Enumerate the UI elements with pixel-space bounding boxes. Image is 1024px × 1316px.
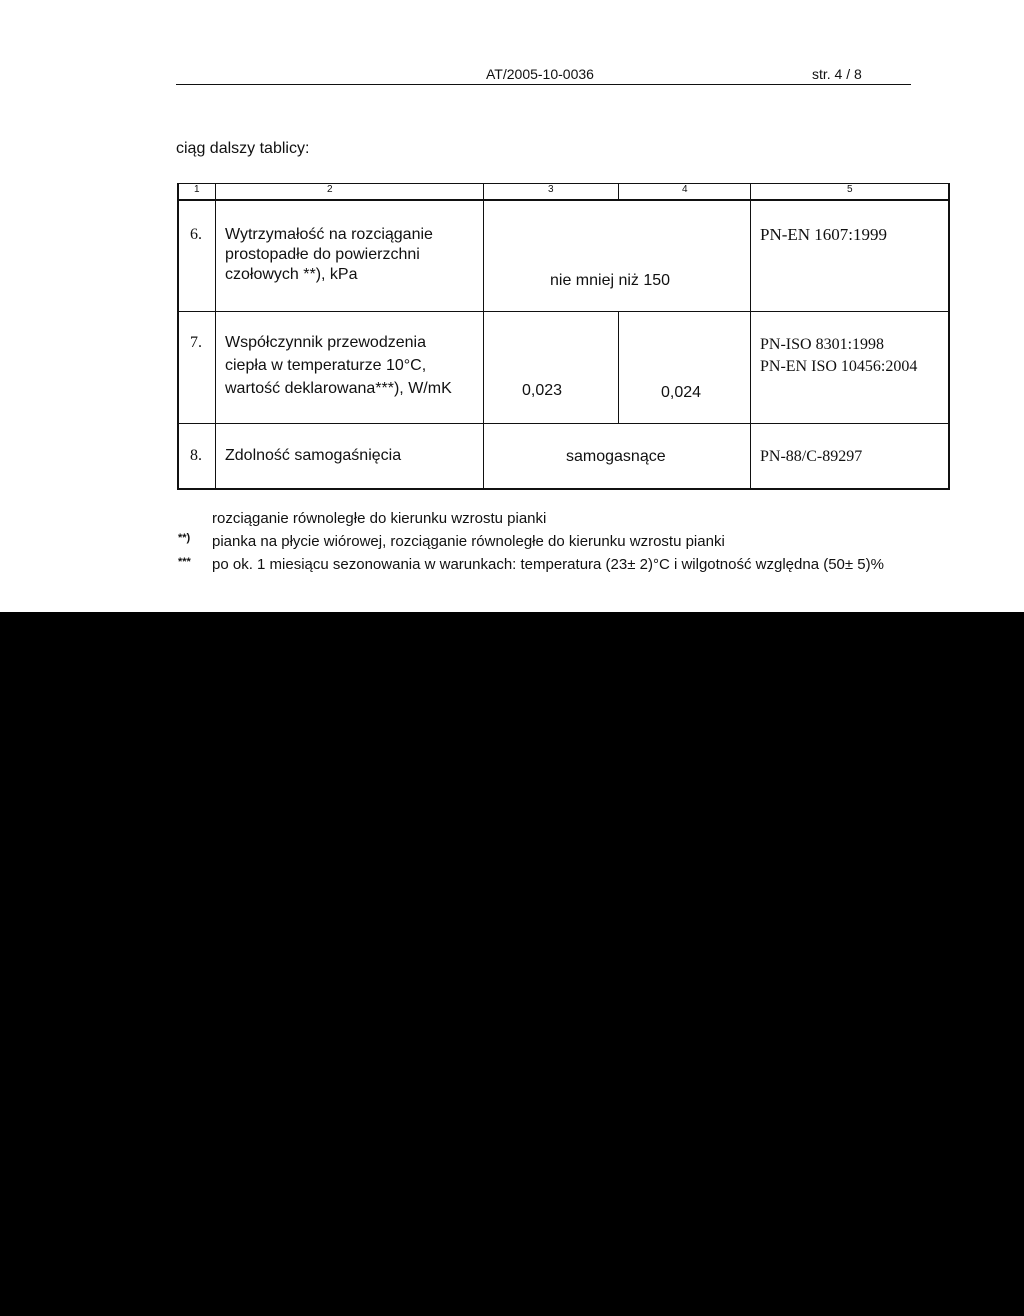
table-border-top: [177, 183, 950, 184]
row-6-property-line-2: prostopadłe do powierzchni: [225, 246, 420, 263]
properties-table: [177, 183, 950, 489]
row-6-requirement: nie mniej niż 150: [550, 272, 671, 289]
row-8-requirement: samogasnące: [566, 448, 666, 465]
table-border-right: [948, 183, 950, 490]
row-6-property-line-1: Wytrzymałość na rozciąganie: [225, 226, 433, 243]
col-number-1: 1: [194, 184, 200, 195]
col-number-4: 4: [682, 184, 688, 195]
row-8-property: Zdolność samogaśnięcia: [225, 447, 402, 464]
col-divider-4: [750, 183, 751, 490]
row-7-standard-line-2: PN-EN ISO 10456:2004: [760, 358, 918, 375]
footnote-3-text: po ok. 1 miesiącu sezonowania w warunkach: temperatura (23± 2)°C i wilgotność względna (50± 5)%: [212, 556, 884, 573]
row-8-standard: PN-88/C-89297: [760, 448, 863, 465]
row-separator-2: [177, 423, 950, 424]
row-6-number: 6.: [190, 226, 202, 243]
footnote-2-mark: **): [178, 532, 191, 544]
row-6-property-line-3: czołowych **), kPa: [225, 266, 358, 283]
col-divider-3-row7: [618, 312, 619, 424]
row-7-property-line-1: Współczynnik przewodzenia: [225, 334, 426, 351]
header-rule: [176, 84, 911, 85]
col-number-2: 2: [327, 184, 333, 195]
col-number-5: 5: [847, 184, 853, 195]
page-number: str. 4 / 8: [812, 66, 862, 82]
row-7-property-line-2: ciepła w temperaturze 10°C,: [225, 357, 427, 374]
continuation-label: ciąg dalszy tablicy:: [176, 140, 310, 157]
col-number-3: 3: [548, 184, 554, 195]
row-7-standard-line-1: PN-ISO 8301:1998: [760, 336, 885, 353]
document-number: AT/2005-10-0036: [486, 66, 594, 82]
document-page: [0, 0, 1024, 612]
footnote-2-text: pianka na płycie wiórowej, rozciąganie równoległe do kierunku wzrostu pianki: [212, 533, 725, 550]
row-separator-1: [177, 311, 950, 312]
row-7-value-col3: 0,023: [522, 382, 563, 399]
header-separator: [177, 199, 950, 201]
row-8-number: 8.: [190, 447, 202, 464]
footnote-1-text: rozciąganie równoległe do kierunku wzrostu pianki: [212, 510, 547, 527]
table-border-left: [177, 183, 179, 490]
row-7-value-col4: 0,024: [661, 384, 702, 401]
col-divider-1: [215, 183, 216, 490]
row-6-standard: PN-EN 1607:1999: [760, 225, 888, 244]
col-divider-2: [483, 183, 484, 490]
col-divider-3-header: [618, 183, 619, 201]
row-7-property-line-3: wartość deklarowana***), W/mK: [225, 380, 452, 397]
table-border-bottom: [177, 488, 950, 490]
footnote-3-mark: ***: [178, 556, 191, 568]
row-7-number: 7.: [190, 334, 202, 351]
